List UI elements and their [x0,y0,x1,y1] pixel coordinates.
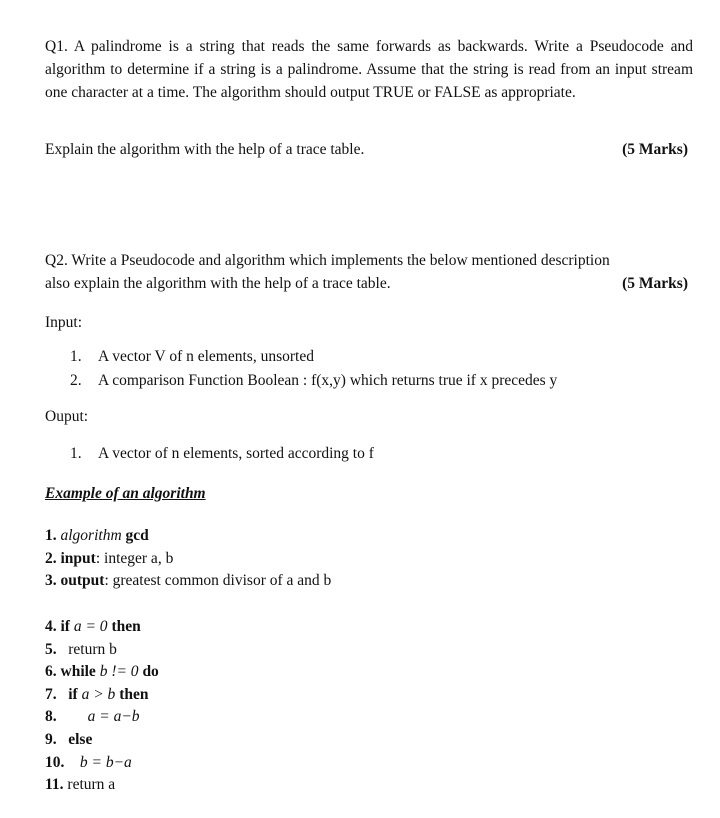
list-text: A vector of n elements, sorted according to f [98,445,374,462]
list-item [70,369,557,393]
algorithm-line: 8. a = a−b [45,708,140,726]
algorithm-line: 2. input: integer a, b [45,549,174,567]
question-1-text: Q1. A palindrome is a string that reads the same forwards as backwards. Write a Pseudocode and algorithm to determine if a string is a palindrome. Assume that the string is read from an input stream one character at a time. The algorithm should output TRUE or FALSE as appropriate. [45,38,693,101]
algorithm-line: 5. return b [45,640,117,658]
list-number: 1. [70,348,82,365]
list-text: A comparison Function Boolean : f(x,y) which returns true if x precedes y [98,372,558,389]
algorithm-line: 10. b = b−a [45,753,132,771]
algorithm-line: 9. else [45,730,93,748]
question-1-marks: (5 Marks) [622,141,688,158]
algorithm-line: 4. if a = 0 then [45,618,141,635]
list-number: 2. [70,372,82,389]
output-list [70,442,374,466]
algorithm-body [45,616,159,797]
question-2-marks: (5 Marks) [622,275,688,292]
question-2-text-line-1: Q2. Write a Pseudocode and algorithm which implements the below mentioned description [45,252,610,269]
output-label: Ouput: [45,408,89,425]
algorithm-line: 11. return a [45,776,116,794]
list-item [70,442,374,466]
question-2-text-row [45,272,688,295]
question-1-explain-row [45,138,688,161]
algorithm-header [45,525,331,593]
algorithm-line: 6. while b != 0 do [45,663,159,681]
list-text: A vector V of n elements, unsorted [98,348,314,365]
algorithm-line: 1. algorithm gcd [45,527,149,544]
algorithm-line: 7. if a > b then [45,685,149,703]
question-1-explain: Explain the algorithm with the help of a trace table. [45,141,365,158]
input-label: Input: [45,314,83,331]
algorithm-line: 3. output: greatest common divisor of a and b [45,572,332,590]
example-title: Example of an algorithm [45,485,206,502]
input-list [70,345,557,393]
list-number: 1. [70,445,82,462]
question-2-text-line-2: also explain the algorithm with the help of a trace table. [45,275,391,292]
list-item [70,345,557,369]
